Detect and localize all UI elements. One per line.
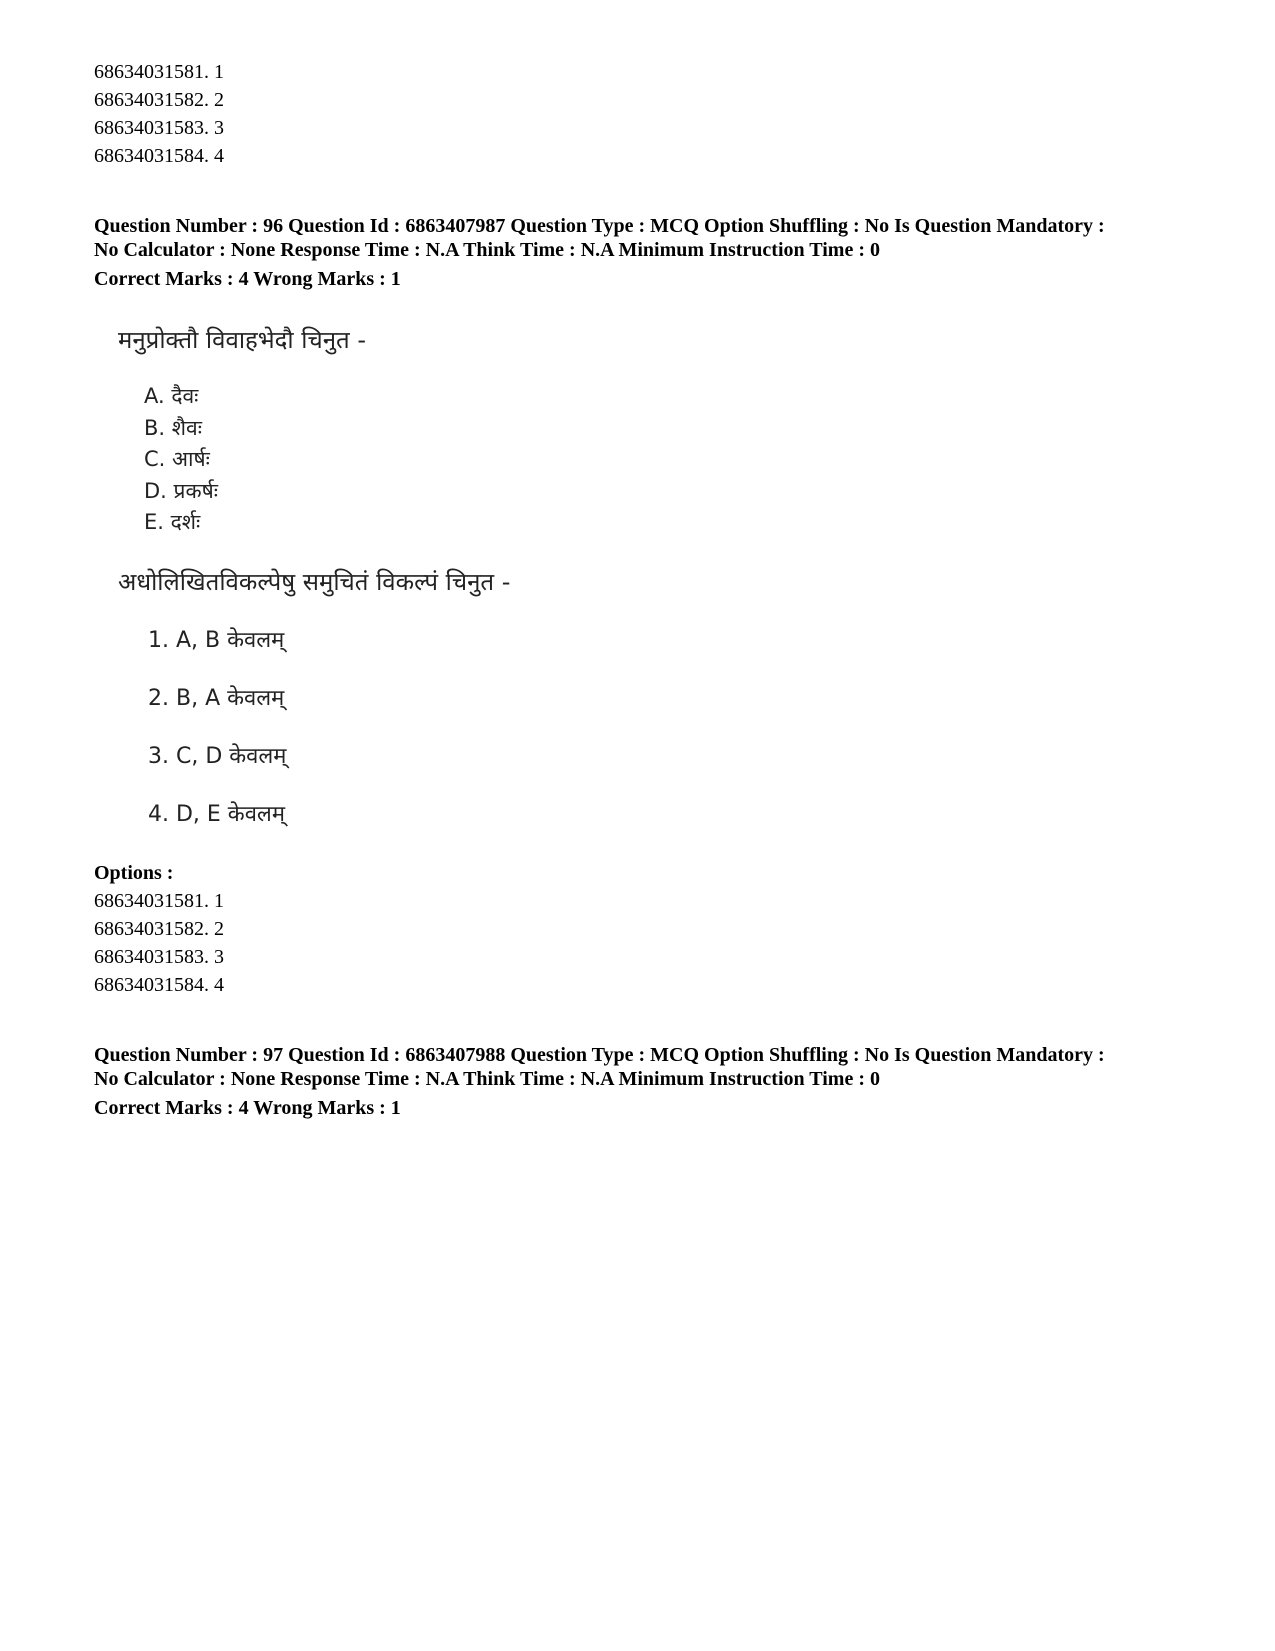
q96-header-line1: Question Number : 96 Question Id : 6863407987 Question Type : MCQ Option Shuffling : No Is Question Mandatory : bbox=[94, 215, 1105, 237]
q96-instruction: अधोलिखितविकल्पेषु समुचितं विकल्पं चिनुत - bbox=[118, 568, 511, 596]
q96-options-label: Options : bbox=[94, 862, 174, 884]
q96-option-3: 68634031583. 3 bbox=[94, 946, 224, 968]
q96-choice-1: 1. A, B केवलम् bbox=[148, 628, 285, 653]
prev-option-2: 68634031582. 2 bbox=[94, 89, 224, 111]
q96-option-2: 68634031582. 2 bbox=[94, 918, 224, 940]
q96-option-4: 68634031584. 4 bbox=[94, 974, 224, 996]
q96-item-b: B. शैवः bbox=[144, 416, 202, 440]
q96-item-e: E. दर्शः bbox=[144, 510, 201, 534]
q96-item-a: A. दैवः bbox=[144, 384, 199, 408]
q96-stem: मनुप्रोक्तौ विवाहभेदौ चिनुत - bbox=[118, 326, 367, 354]
q97-marks: Correct Marks : 4 Wrong Marks : 1 bbox=[94, 1097, 401, 1119]
q96-choice-4: 4. D, E केवलम् bbox=[148, 802, 286, 827]
q97-header-line1: Question Number : 97 Question Id : 6863407988 Question Type : MCQ Option Shuffling : No Is Question Mandatory : bbox=[94, 1044, 1105, 1066]
q96-choice-3: 3. C, D केवलम् bbox=[148, 744, 287, 769]
q96-header-line2: No Calculator : None Response Time : N.A Think Time : N.A Minimum Instruction Time : 0 bbox=[94, 239, 880, 261]
q96-option-1: 68634031581. 1 bbox=[94, 890, 224, 912]
q96-choice-2: 2. B, A केवलम् bbox=[148, 686, 285, 711]
q96-marks: Correct Marks : 4 Wrong Marks : 1 bbox=[94, 268, 401, 290]
prev-option-1: 68634031581. 1 bbox=[94, 61, 224, 83]
prev-option-3: 68634031583. 3 bbox=[94, 117, 224, 139]
q96-item-d: D. प्रकर्षः bbox=[144, 479, 218, 503]
q97-header-line2: No Calculator : None Response Time : N.A Think Time : N.A Minimum Instruction Time : 0 bbox=[94, 1068, 880, 1090]
q96-item-c: C. आर्षः bbox=[144, 447, 210, 471]
prev-option-4: 68634031584. 4 bbox=[94, 145, 224, 167]
